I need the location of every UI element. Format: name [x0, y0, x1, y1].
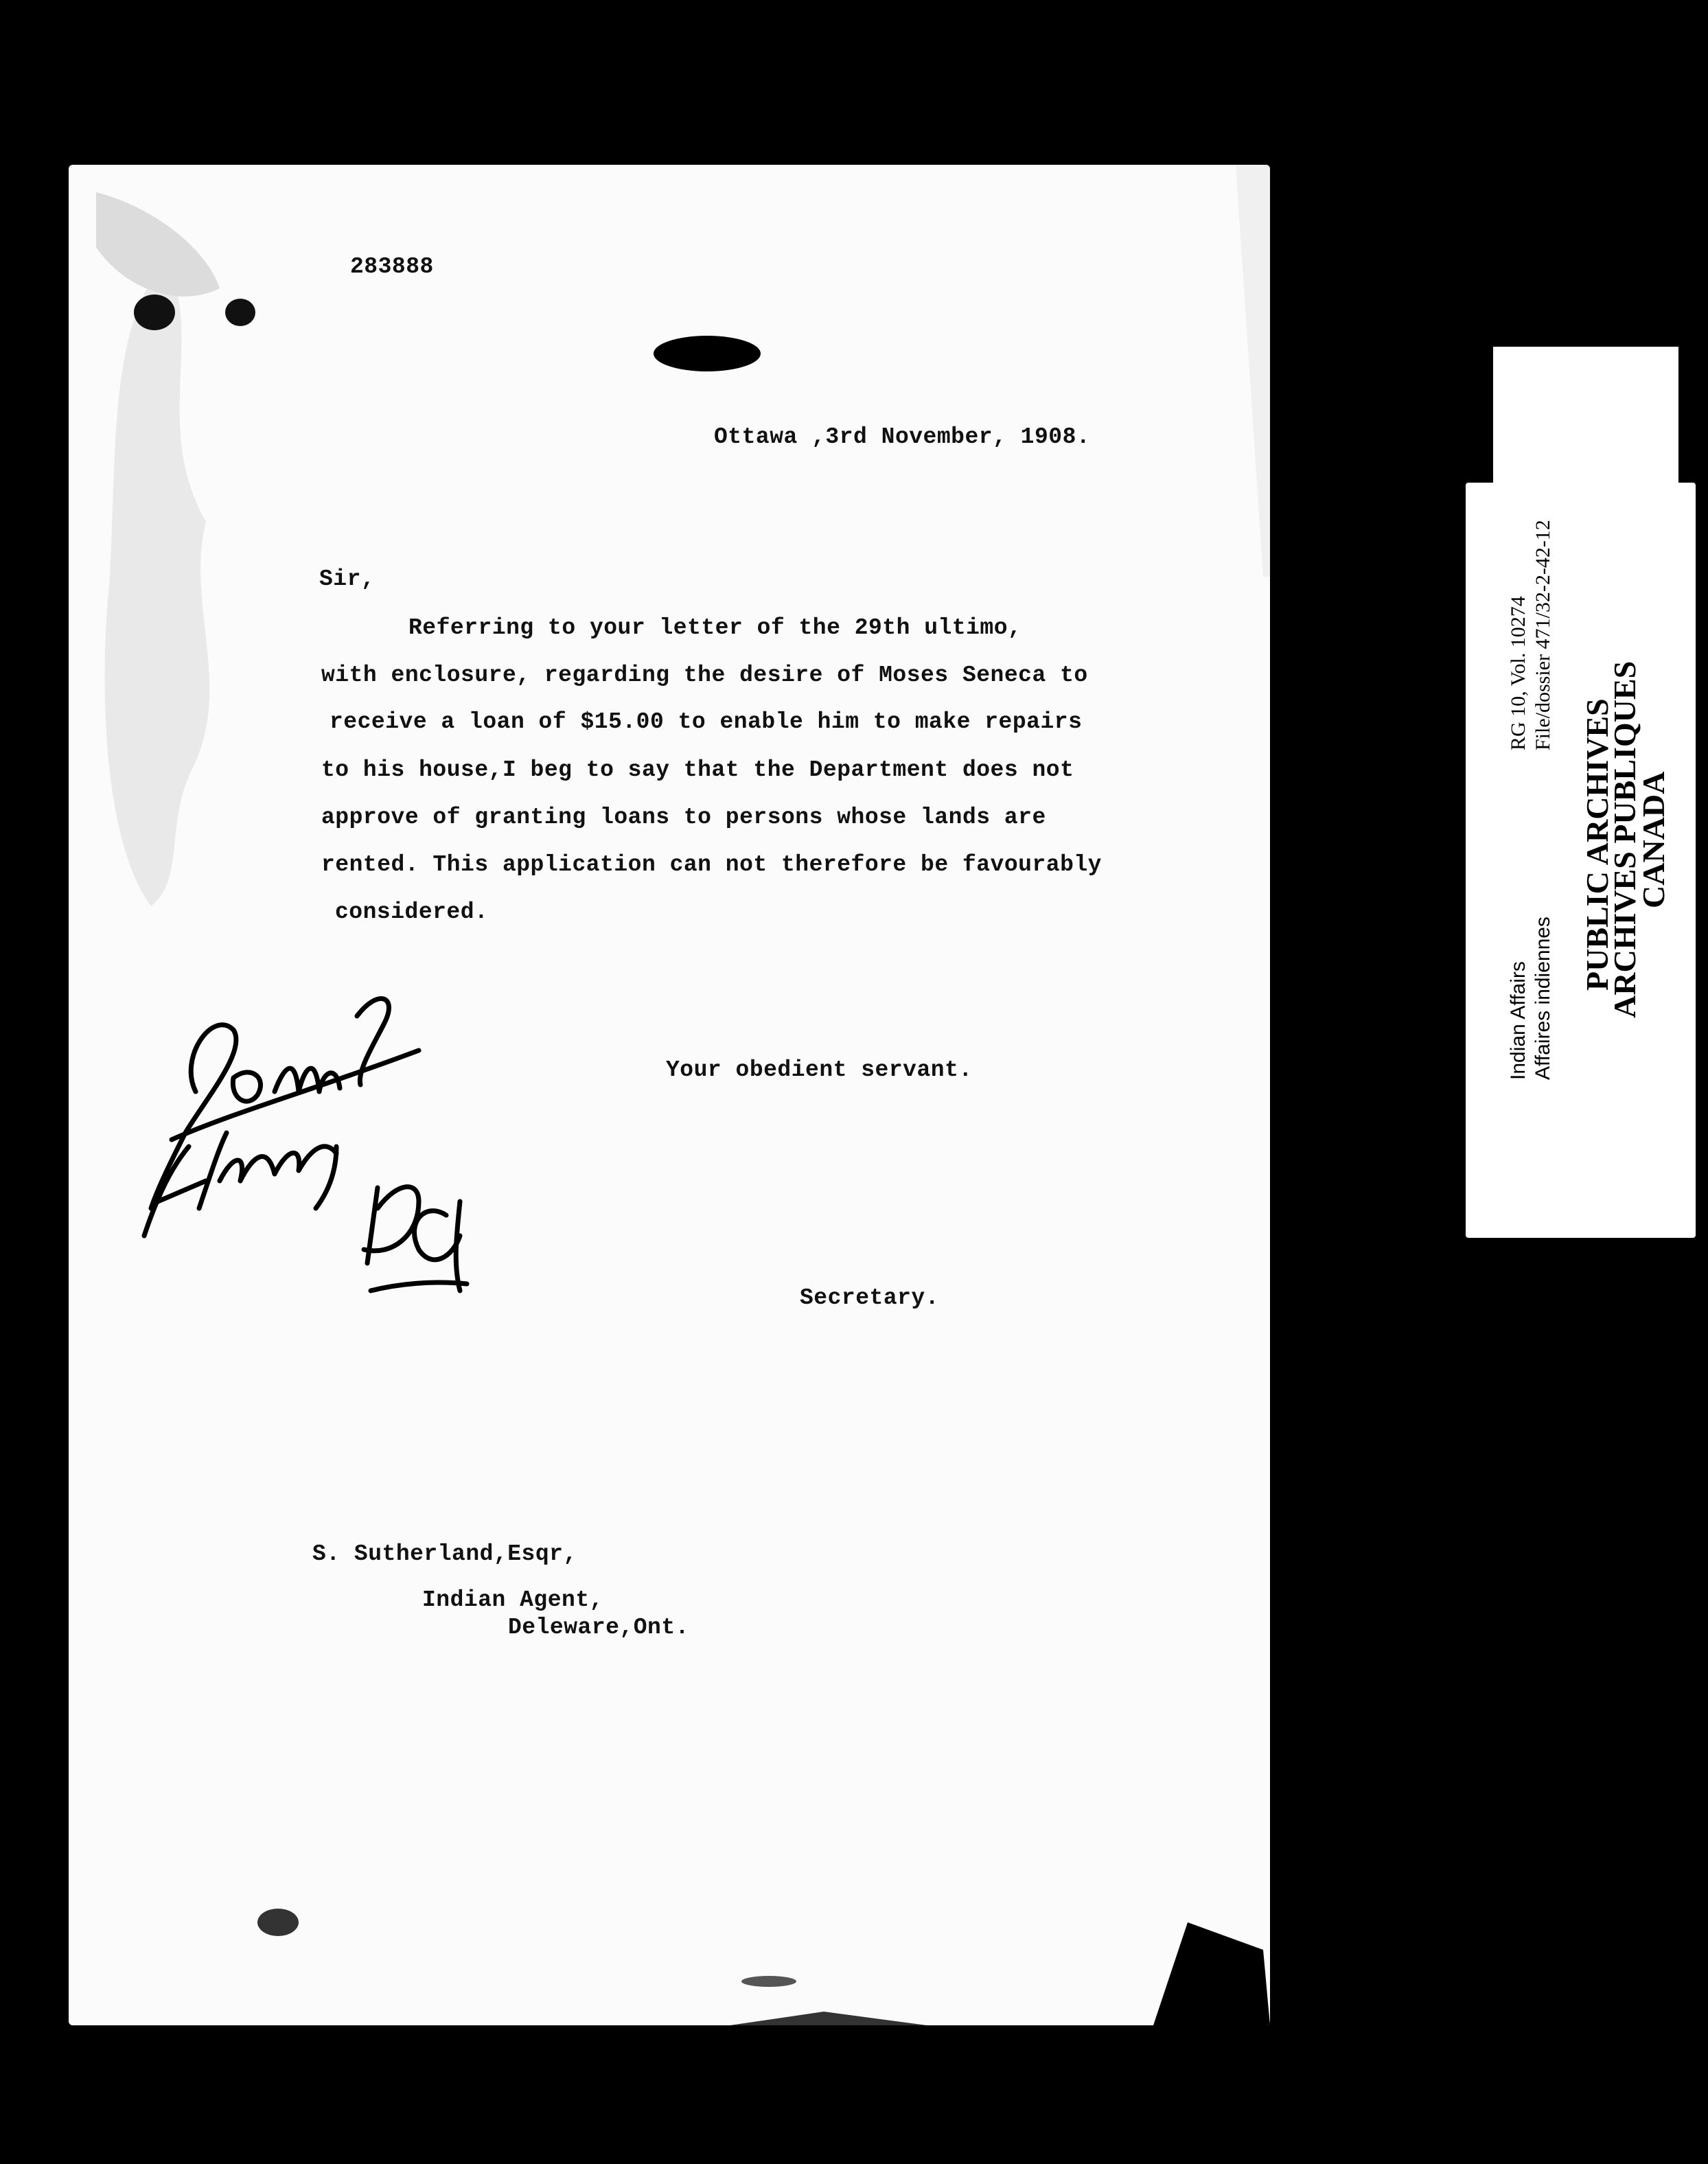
- label-series: RG 10, Vol. 10274: [1507, 596, 1530, 750]
- addressee-name: S. Sutherland,Esqr,: [312, 1541, 577, 1567]
- addressee-title: Indian Agent,: [422, 1587, 603, 1613]
- body-line: approve of granting loans to persons whose lands are: [321, 805, 1046, 830]
- file-number: 283888: [350, 254, 434, 279]
- archive-label-tab: [1493, 347, 1678, 498]
- body-line: with enclosure, regarding the desire of Moses Seneca to: [321, 663, 1088, 688]
- label-country: CANADA: [1636, 771, 1671, 908]
- body-line: receive a loan of $15.00 to enable him to make repairs: [330, 709, 1083, 735]
- closing: Your obedient servant.: [666, 1057, 973, 1083]
- body-line: Referring to your letter of the 29th ultimo,: [408, 615, 1022, 641]
- label-dept-en: Indian Affairs: [1507, 961, 1530, 1080]
- label-dept-fr: Affaires indiennes: [1532, 917, 1554, 1080]
- archive-label: [1466, 483, 1696, 1238]
- dateline: Ottawa ,3rd November, 1908.: [714, 424, 1091, 450]
- salutation: Sir,: [319, 566, 376, 592]
- body-line: rented. This application can not therefore be favourably: [321, 852, 1102, 877]
- label-file: File/dossier 471/32-2-42-12: [1532, 520, 1554, 750]
- addressee-place: Deleware,Ont.: [508, 1615, 689, 1640]
- body-line: to his house,I beg to say that the Department does not: [321, 757, 1074, 783]
- label-archive-fr: ARCHIVES PUBLIQUES: [1607, 660, 1642, 1018]
- label-archive-en: PUBLIC ARCHIVES: [1580, 698, 1615, 991]
- signature-title: Secretary.: [800, 1285, 940, 1311]
- handwritten-annotation: [130, 975, 474, 1304]
- body-line: considered.: [335, 899, 489, 925]
